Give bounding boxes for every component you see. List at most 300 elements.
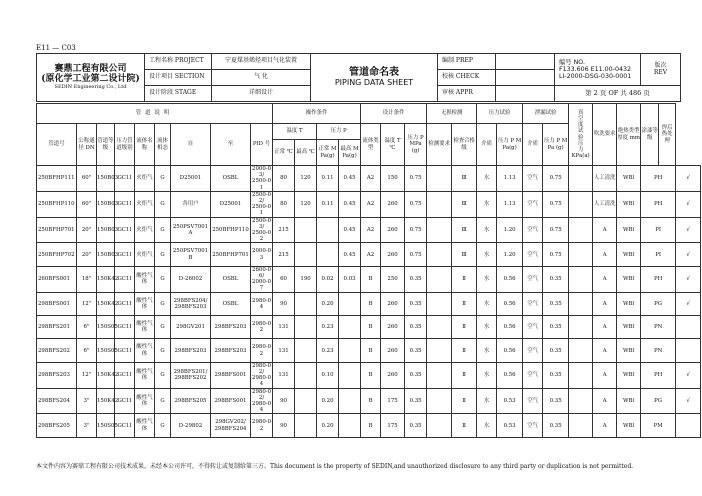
insulation-type-label: 绝热类型: [617, 128, 640, 135]
from-point: 250PSV7001A: [171, 217, 211, 243]
page-indicator: 第 2 页 OF 共 486 页: [555, 86, 681, 102]
leak-pressure-header: 压力 P MPa (g): [543, 124, 569, 166]
design-press: 0.35: [405, 414, 427, 437]
leak-test-header: 泄漏试验: [523, 104, 569, 124]
test-medium: 水: [477, 414, 497, 437]
cleaning-method: A: [593, 339, 617, 362]
leak-pressure: 0.35: [543, 388, 569, 414]
check-label: 校核 CHECK: [438, 70, 496, 86]
temp-max: 120: [295, 191, 317, 217]
code-line-1: F133.606 E11.00-0432: [559, 65, 631, 73]
table-row: [37, 388, 701, 414]
nde-grade: Ⅱ: [452, 316, 477, 339]
paint-grade: PG: [641, 292, 676, 315]
vacuum-pressure: [569, 243, 593, 266]
pipe-class: 150B03: [97, 191, 115, 217]
leak-medium-header: 介质: [523, 124, 543, 166]
press-normal: [317, 243, 339, 266]
design-temp: 260: [381, 316, 405, 339]
fluid-phase: G: [155, 362, 171, 388]
pid-number: 2980-04: [251, 292, 273, 315]
press-max: 0.45: [339, 243, 361, 266]
press-max: 0.03: [339, 266, 361, 292]
paint-grade: PM: [641, 414, 676, 437]
appr-label: 审核 APPR: [438, 86, 496, 102]
sheet-title-block: [311, 54, 438, 102]
design-press: 0.35: [405, 388, 427, 414]
nominal-diameter: 18": [77, 266, 97, 292]
pipe-number: 250BFHP701: [37, 217, 77, 243]
nominal-diameter: 60": [77, 166, 97, 192]
test-pressure: 0.53: [497, 388, 523, 414]
press-normal: 0.02: [317, 266, 339, 292]
cleaning-method: 人工清洗: [593, 191, 617, 217]
temp-normal: 215: [273, 217, 295, 243]
pipe-description-header: 管道说明: [37, 104, 273, 124]
insulation-type: WBl: [617, 414, 641, 437]
leak-pressure: 0.75: [543, 243, 569, 266]
fluid-phase: G: [155, 166, 171, 192]
project-value: 宁夏煤基烯烃项目气化装置: [212, 54, 311, 70]
vacuum-label-part: 验: [577, 134, 584, 141]
vacuum-pressure: [569, 362, 593, 388]
test-pressure: 0.56: [497, 362, 523, 388]
revision-block: [641, 54, 681, 86]
vacuum-pressure: [569, 414, 593, 437]
vacuum-pressure: [569, 388, 593, 414]
press-max: [339, 339, 361, 362]
leak-medium: 空气: [523, 266, 543, 292]
temp-max-header: 最高 ℃: [295, 140, 317, 166]
pipe-class: 150S05: [97, 414, 115, 437]
press-normal: 0.23: [317, 339, 339, 362]
vacuum-label-part: 度: [577, 122, 584, 129]
press-normal: 0.11: [317, 191, 339, 217]
to-point: 298BFS203: [211, 316, 251, 339]
design-press: 0.35: [405, 362, 427, 388]
test-medium: 水: [477, 316, 497, 339]
fluid-name: 酸性气体: [135, 414, 155, 437]
insulation-type: WBl: [617, 217, 641, 243]
nde-ratio: [427, 414, 452, 437]
from-point: D-29802: [171, 414, 211, 437]
press-normal: 0.20: [317, 414, 339, 437]
fluid-category: B: [361, 362, 381, 388]
to-point: 298BFS203: [211, 339, 251, 362]
fluid-category: A2: [361, 191, 381, 217]
test-pressure: 1.20: [497, 243, 523, 266]
test-pressure: 0.56: [497, 266, 523, 292]
temp-max: 120: [295, 166, 317, 192]
table-row: [37, 217, 701, 243]
temp-normal: 80: [273, 191, 295, 217]
pwht-mark: [676, 316, 701, 339]
nominal-diameter: 20": [77, 217, 97, 243]
fluid-name: 火炬气: [135, 217, 155, 243]
appr-value: [496, 86, 555, 102]
to-point: OSBL: [211, 292, 251, 315]
test-pressure-header: 压力 P MPa(g): [497, 124, 523, 166]
nde-ratio: [427, 292, 452, 315]
company-english-name: SEDIN Engineering Co., Ltd: [54, 84, 127, 91]
to-header: 至: [211, 124, 251, 166]
insulation-type: WBl: [617, 243, 641, 266]
design-temp: 175: [381, 414, 405, 437]
nde-grade: Ⅲ: [452, 166, 477, 192]
design-temp: 175: [381, 388, 405, 414]
nominal-diameter: 20": [77, 243, 97, 266]
code-line-2: LI-2000-DSG-030-0001: [559, 73, 632, 81]
vacuum-pressure: [569, 292, 593, 315]
insulation-type: WBl: [617, 362, 641, 388]
press-max: [339, 388, 361, 414]
leak-pressure: 0.35: [543, 362, 569, 388]
paint-grade: PH: [641, 266, 676, 292]
title-block: [36, 53, 681, 102]
design-temp: 250: [381, 266, 405, 292]
vacuum-pressure: [569, 339, 593, 362]
document-code: [555, 54, 641, 86]
temp-normal: 80: [273, 166, 295, 192]
nominal-diameter: 12": [77, 292, 97, 315]
table-row: [37, 191, 701, 217]
to-point: 298BFS001: [211, 388, 251, 414]
design-press: 0.75: [405, 243, 427, 266]
from-point: 298BFS205: [171, 388, 211, 414]
design-temp: 260: [381, 217, 405, 243]
temp-max: [295, 292, 317, 315]
press-max: 0.45: [339, 166, 361, 192]
vacuum-pressure: [569, 191, 593, 217]
cleaning-header: 吹洗要求: [593, 104, 617, 166]
pipe-number: 260BFS001: [37, 266, 77, 292]
insulation-type: WBl: [617, 292, 641, 315]
test-medium: 水: [477, 388, 497, 414]
cleaning-method: A: [593, 292, 617, 315]
to-point: 298GV202/ 298BFS204: [211, 414, 251, 437]
vacuum-label-part: 试: [577, 128, 584, 135]
nde-ratio: [427, 388, 452, 414]
pressure-grade: GC1I: [115, 339, 135, 362]
press-max: [339, 362, 361, 388]
vacuum-label-part: 力: [577, 146, 584, 153]
leak-pressure: 0.35: [543, 266, 569, 292]
check-value: [496, 70, 555, 86]
company-block: [37, 54, 145, 102]
pressure-grade: GC1I: [115, 292, 135, 315]
leak-pressure: 0.75: [543, 191, 569, 217]
nde-grade: Ⅱ: [452, 339, 477, 362]
pipe-number: 298BFS001: [37, 292, 77, 315]
test-medium: 水: [477, 166, 497, 192]
pwht-mark: √: [676, 388, 701, 414]
pressure-grade: GC1I: [115, 166, 135, 192]
nominal-diameter: 6": [77, 316, 97, 339]
pipe-number: 298BFS204: [37, 388, 77, 414]
fluid-name-header: 流体名称: [135, 124, 155, 166]
temp-max: [295, 316, 317, 339]
test-medium: 水: [477, 362, 497, 388]
test-pressure: 1.20: [497, 217, 523, 243]
pid-number: 2980-02: [251, 339, 273, 362]
vacuum-pressure: [569, 266, 593, 292]
insulation-type: WBl: [617, 388, 641, 414]
design-temp: 260: [381, 292, 405, 315]
pwht-mark: √: [676, 243, 701, 266]
pressure-header: 压力 P: [317, 124, 361, 140]
pressure-test-header: 压力试验: [477, 104, 523, 124]
to-point: OSBL: [211, 166, 251, 192]
press-max: [339, 292, 361, 315]
fluid-name: 火炬气: [135, 166, 155, 192]
pwht-mark: √: [676, 217, 701, 243]
fluid-name: 酸性气体: [135, 362, 155, 388]
design-press-header: 压力 P MPa (g): [405, 124, 427, 166]
document-number: E11 — C03: [36, 44, 76, 52]
pwht-mark: [676, 414, 701, 437]
test-medium: 水: [477, 191, 497, 217]
pipe-number: 298BFS201: [37, 316, 77, 339]
pwht-mark: √: [676, 362, 701, 388]
paint-grade: PN: [641, 339, 676, 362]
test-pressure: 0.56: [497, 316, 523, 339]
nde-grade: Ⅱ: [452, 388, 477, 414]
fluid-name: 酸性气体: [135, 266, 155, 292]
fluid-category: B: [361, 339, 381, 362]
pipe-class: 150S05: [97, 316, 115, 339]
design-press: 0.35: [405, 339, 427, 362]
cleaning-method: A: [593, 362, 617, 388]
temp-max: [295, 362, 317, 388]
revision-label: 版次: [654, 61, 667, 69]
insulation-type: WBl: [617, 191, 641, 217]
temp-normal: 131: [273, 362, 295, 388]
fluid-phase: G: [155, 292, 171, 315]
design-conditions-header: 设计条件: [361, 104, 427, 124]
temp-normal: 90: [273, 388, 295, 414]
cleaning-method: A: [593, 266, 617, 292]
test-medium: 水: [477, 243, 497, 266]
table-row: [37, 292, 701, 315]
pid-number: 2000-03/ 2500-01: [252, 166, 272, 191]
fluid-category: B: [361, 388, 381, 414]
fluid-category-header: 流体类型: [361, 124, 381, 166]
leak-medium: 空气: [523, 243, 543, 266]
fluid-name: 酸性气体: [135, 292, 155, 315]
project-label: 工程名称 PROJECT: [145, 54, 212, 70]
temp-normal: 90: [273, 292, 295, 315]
temp-normal-header: 正常 ℃: [273, 140, 295, 166]
sheet-title-english: PIPING DATA SHEET: [334, 78, 414, 88]
vacuum-label-part: KPa(a): [571, 153, 590, 160]
press-max: [339, 316, 361, 339]
pid-number: 2000-03: [251, 243, 273, 266]
nde-grade: Ⅱ: [452, 362, 477, 388]
pipe-class: 150S05: [97, 339, 115, 362]
pwht-header: 焊后热处理: [659, 104, 676, 166]
nde-ratio: [427, 339, 452, 362]
fluid-phase: G: [155, 339, 171, 362]
to-point: 250BFHP701: [211, 243, 251, 266]
design-press: 0.35: [405, 292, 427, 315]
prep-value: [496, 54, 555, 70]
fluid-phase: G: [155, 191, 171, 217]
test-medium: 水: [477, 339, 497, 362]
nominal-diameter: 60": [77, 191, 97, 217]
paint-grade: PG: [641, 388, 676, 414]
fluid-category: B: [361, 414, 381, 437]
from-point: 298BFS203: [171, 339, 211, 362]
design-temp-header: 温度 T ℃: [381, 124, 405, 166]
insulation-type: WBl: [617, 266, 641, 292]
from-point: 298BFS204/ 298BFS203: [171, 292, 211, 315]
pid-number: 2500-02/ 2500-01: [252, 191, 272, 217]
design-press: 0.35: [405, 316, 427, 339]
design-press: 0.75: [405, 217, 427, 243]
stage-value: 详细设计: [212, 86, 311, 102]
pwht-mark: √: [676, 266, 701, 292]
pressure-grade: GC1I: [115, 388, 135, 414]
pid-number: 2980-02/ 2980-04: [252, 362, 272, 388]
pipe-class-header: 管道等级: [97, 124, 115, 166]
insulation-thickness-label: 厚度 mm: [617, 134, 640, 141]
pid-number: 2980-02: [251, 414, 273, 437]
design-temp: 260: [381, 362, 405, 388]
cleaning-method: A: [593, 388, 617, 414]
design-press: 0.35: [405, 266, 427, 292]
table-row: [37, 166, 701, 192]
table-row: [37, 266, 701, 292]
fluid-phase: G: [155, 243, 171, 266]
press-normal-header: 正常 MPa(g): [317, 140, 339, 166]
test-pressure: 0.53: [497, 414, 523, 437]
company-name: 赛鼎工程有限公司: [54, 63, 127, 74]
insulation-type: WBl: [617, 166, 641, 192]
pipe-number: 298BFS205: [37, 414, 77, 437]
design-temp: 150: [381, 166, 405, 192]
pwht-mark: √: [676, 166, 701, 192]
nde-ratio: [427, 362, 452, 388]
pwht-mark: √: [676, 292, 701, 315]
fluid-category: B: [361, 316, 381, 339]
pressure-pipe-grade-header: 压力管道级别: [115, 124, 135, 166]
pressure-grade: GC1I: [115, 316, 135, 339]
fluid-name: 酸性气体: [135, 339, 155, 362]
test-medium: 水: [477, 292, 497, 315]
from-header: 自: [171, 124, 211, 166]
fluid-category: B: [361, 292, 381, 315]
insulation-type: WBl: [617, 339, 641, 362]
nde-header: 无损检测: [427, 104, 477, 124]
from-point: 298BFS201/ 298BFS202: [171, 362, 211, 388]
fluid-phase: G: [155, 388, 171, 414]
fluid-name: 酸性气体: [135, 316, 155, 339]
nde-ratio: [427, 217, 452, 243]
pid-number: 2500-03/ 2500-02: [252, 217, 272, 243]
vacuum-pressure: [569, 316, 593, 339]
press-max: [339, 414, 361, 437]
press-normal: 0.11: [317, 166, 339, 192]
cleaning-method: A: [593, 217, 617, 243]
nde-ratio: [427, 266, 452, 292]
temp-max: [295, 414, 317, 437]
pid-number: 2980-02: [251, 316, 273, 339]
design-temp: 260: [381, 339, 405, 362]
fluid-phase-header: 流体相态: [155, 124, 171, 166]
from-point: 250PSV7001B: [171, 243, 211, 266]
leak-pressure: 0.35: [543, 316, 569, 339]
temp-max: 190: [295, 266, 317, 292]
vacuum-label-part: 空: [577, 115, 584, 122]
leak-medium: 空气: [523, 339, 543, 362]
press-normal: 0.10: [317, 362, 339, 388]
pipe-number: 250BFHP110: [37, 191, 77, 217]
nde-ratio: [427, 243, 452, 266]
test-pressure: 0.56: [497, 339, 523, 362]
design-temp: 260: [381, 191, 405, 217]
temp-max: [295, 339, 317, 362]
prep-label: 编制 PREP: [438, 54, 496, 70]
press-max: 0.45: [339, 191, 361, 217]
pipe-class: 150K42: [97, 266, 115, 292]
from-point: D-26002: [171, 266, 211, 292]
press-normal: 0.20: [317, 292, 339, 315]
press-normal: [317, 217, 339, 243]
nde-grade: Ⅲ: [452, 217, 477, 243]
vacuum-label-part: 真: [577, 109, 584, 116]
code-label: 编号 NO.: [559, 58, 586, 66]
leak-medium: 空气: [523, 217, 543, 243]
pipe-class: 150K42: [97, 362, 115, 388]
pipe-class: 150B03: [97, 243, 115, 266]
leak-medium: 空气: [523, 316, 543, 339]
pressure-grade: GC1I: [115, 266, 135, 292]
table-row: [37, 414, 701, 437]
nominal-diameter: 3": [77, 414, 97, 437]
paint-grade: PI: [641, 217, 676, 243]
leak-pressure: 0.75: [543, 166, 569, 192]
fluid-category: B: [361, 266, 381, 292]
pipe-no-header: 管道号: [37, 124, 77, 166]
design-press: 0.75: [405, 166, 427, 192]
fluid-name: 酸性气体: [135, 388, 155, 414]
table-row: [37, 339, 701, 362]
leak-medium: 空气: [523, 388, 543, 414]
pressure-grade: GC1I: [115, 217, 135, 243]
nominal-diameter: 12": [77, 362, 97, 388]
leak-medium: 空气: [523, 166, 543, 192]
test-medium: 水: [477, 266, 497, 292]
insulation-type: WBl: [617, 316, 641, 339]
sheet-title: 管道命名表: [349, 67, 399, 79]
pipe-class: 150K42: [97, 292, 115, 315]
temp-normal: 131: [273, 339, 295, 362]
vacuum-pressure: [569, 217, 593, 243]
nde-ratio-header: 检测要求: [427, 124, 452, 166]
operating-conditions-header: 操作条件: [273, 104, 361, 124]
pid-number: 2600-06/ 2000-07: [252, 266, 272, 292]
temp-normal: 131: [273, 316, 295, 339]
design-press: 0.75: [405, 191, 427, 217]
company-former-name: (原化学工业第二设计院): [41, 74, 140, 85]
paint-grade: PH: [641, 166, 676, 192]
nde-grade: Ⅲ: [452, 243, 477, 266]
fluid-category: A2: [361, 243, 381, 266]
insulation-header: [617, 104, 641, 166]
temp-normal: 90: [273, 414, 295, 437]
nominal-diameter: 3": [77, 388, 97, 414]
temperature-header: 温度 T: [273, 124, 317, 140]
